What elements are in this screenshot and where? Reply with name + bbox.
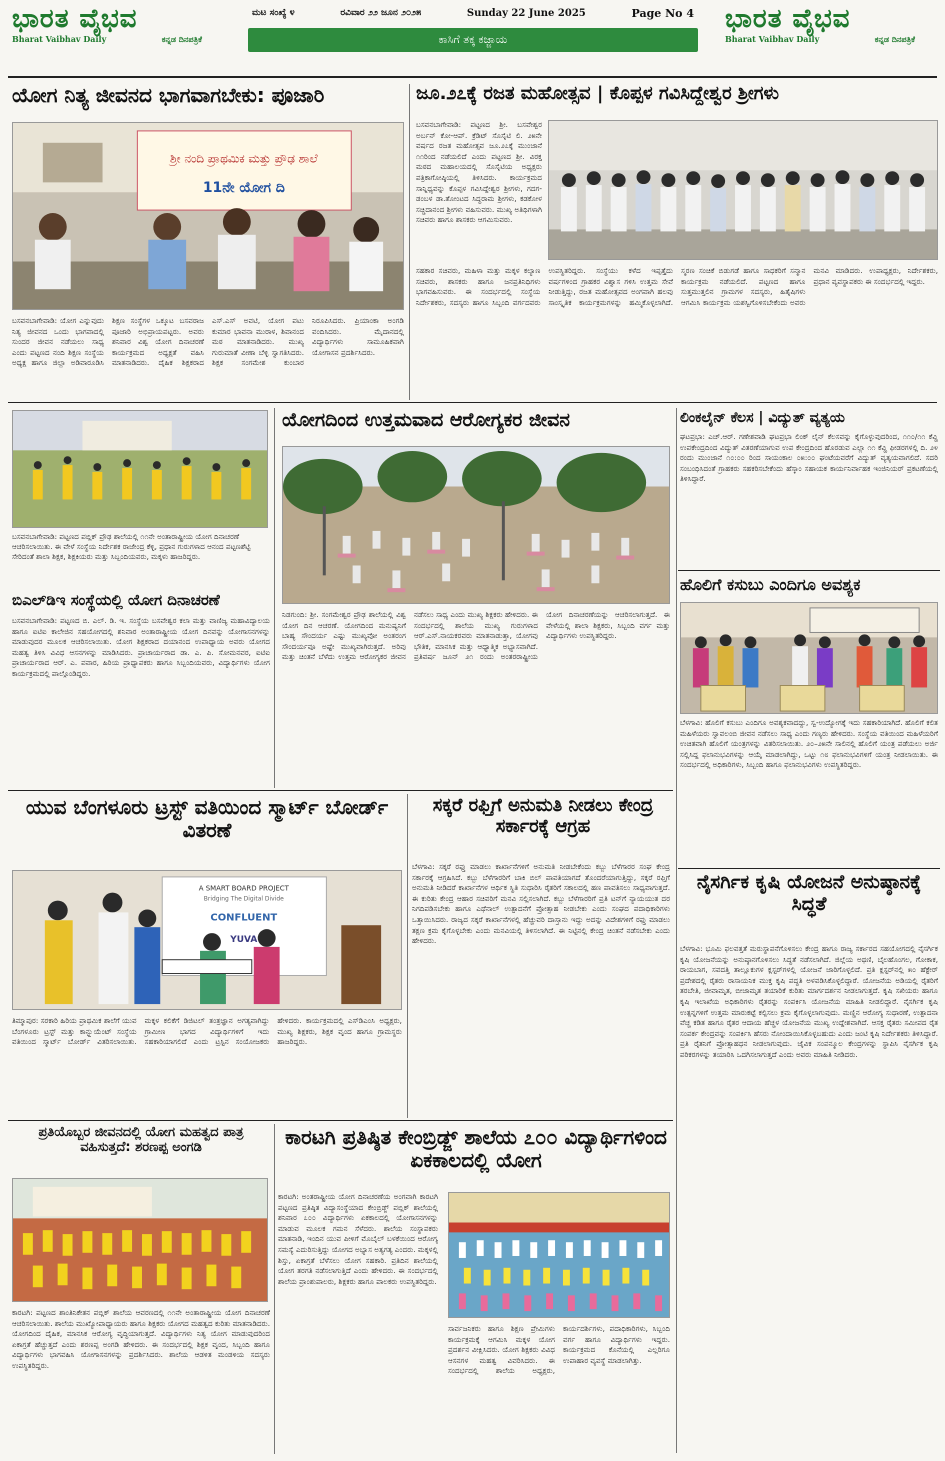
body-krushi: ಬೆಳಗಾವಿ: ಭೂಮಿ ಫಲವತ್ತತೆ ಮರುಸ್ಥಾಪನೆಗೊಳಿಸಲು ಕೇಂದ್ರ ಹಾಗೂ ರಾಜ್ಯ ಸರ್ಕಾರದ ಸಹಯೋಗದಲ್ಲಿ ನೈಸರ್ಗಿಕ ಕೃಷಿ ಯೋಜನೆಯನ್ನು ಅನುಷ್ಠಾನಗೊಳಿಸಲು ಸಿದ್ಧತೆ ನಡೆಸಲಾಗಿದೆ. ಜಿಲ್ಲೆಯ ಅಥಣಿ, ಬೈಲಹೊಂಗಲ, ಗೋಕಾಕ, ರಾಯಬಾಗ, ಸವದತ್ತಿ ತಾಲ್ಲೂಕುಗಳ ಕ್ಲಸ್ಟರ್‌ಗಳಲ್ಲಿ ಯೋಜನೆ ಜಾರಿಗೊಳ್ಳಲಿದೆ. ಪ್ರತಿ ಕ್ಲಸ್ಟರ್‌ನಲ್ಲಿ ೫೦ ಹೆಕ್ಟೇರ್ ಪ್ರದೇಶದಲ್ಲಿ ರೈತರು ರಾಸಾಯನಿಕ ಮುಕ್ತ ಕೃಷಿ ಪದ್ಧತಿ ಅಳವಡಿಸಿಕೊಳ್ಳಲಿದ್ದಾರೆ. ಯೋಜನೆಯ ಅಡಿಯಲ್ಲಿ ರೈತರಿಗೆ ತರಬೇತಿ, ಜೀವಾಮೃತ, ಬೀಜಾಮೃತ ತಯಾರಿಕೆ ಕುರಿತು ಮಾರ್ಗದರ್ಶನ ನೀಡಲಾಗುತ್ತದೆ. ಕೃಷಿ ಸಖಿಯರು ಹಾಗೂ ಕೃಷಿ ಇಲಾಖೆಯ ಅಧಿಕಾರಿಗಳು ರೈತರನ್ನು ಸಂಪರ್ಕಿಸಿ ಯೋಜನೆಯ ಮಾಹಿತಿ ನೀಡಲಿದ್ದಾರೆ. ನೈಸರ್ಗಿಕ ಕೃಷಿ ಉತ್ಪನ್ನಗಳಿಗೆ ಉತ್ತಮ ಮಾರುಕಟ್ಟೆ ಕಲ್ಪಿಸಲು ಕ್ರಮ ಕೈಗೊಳ್ಳಲಾಗುವುದು. ಮಣ್ಣಿನ ಆರೋಗ್ಯ ಸುಧಾರಣೆ, ಉತ್ಪಾದನಾ ವೆಚ್ಚ ಕಡಿತ ಹಾಗೂ ರೈತರ ಆದಾಯ ಹೆಚ್ಚಳ ಯೋಜನೆಯ ಮುಖ್ಯ ಉದ್ದೇಶವಾಗಿದೆ. ಆಸಕ್ತ ರೈತರು ಸಮೀಪದ ರೈತ ಸಂಪರ್ಕ ಕೇಂದ್ರವನ್ನು ಸಂಪರ್ಕಿಸಿ ಹೆಸರು ನೋಂದಾಯಿಸಿಕೊಳ್ಳಬಹುದು ಎಂದು ಜಂಟಿ ಕೃಷಿ ನಿರ್ದೇಶಕರು ತಿಳಿಸಿದ್ದಾರೆ. ಪ್ರತಿ ರೈತನಿಗೆ ಪ್ರೋತ್ಸಾಹಧನ ನೀಡಲಾಗುವುದು. ಜೈವಿಕ ಸಂಪನ್ಮೂಲ ಕೇಂದ್ರಗಳನ್ನು ಸ್ಥಾಪಿಸಿ ನೈಸರ್ಗಿಕ ಕೃಷಿ ಪರಿಕರಗಳನ್ನು ತಯಾರಿಸಿ ಒದಗಿಸಲಾಗುತ್ತದೆ ಎಂದು ಅವರು ಮಾಹಿತಿ ನೀಡಿದರು.	[680, 944, 938, 1059]
issue-info: ಮಟ ಸಂಖ್ಯೆ ೪	[252, 8, 295, 18]
banner-text: ಶ್ರೀ ನಂದಿ ಪ್ರಾಥಮಿಕ ಮತ್ತು ಪ್ರೌಢ ಶಾಲೆ	[170, 151, 318, 166]
board-sub: Bridging The Digital Divide	[203, 895, 284, 903]
page-number: Page No 4	[631, 6, 694, 20]
body-bld: ಬಸವನಬಾಗೇವಾಡಿ: ಪಟ್ಟಣದ ಬಿ. ಎಲ್. ಡಿ. ಇ. ಸಂಸ್ಥೆಯ ಬಸವೇಶ್ವರ ಕಲಾ ಮತ್ತು ವಾಣಿಜ್ಯ ಮಹಾವಿದ್ಯಾಲಯ ಹಾಗೂ ಐಟಿಐ ಕಾಲೇಜಿನ ಸಹಯೋಗದಲ್ಲಿ ಶನಿವಾರ ಅಂತಾರಾಷ್ಟ್ರೀಯ ಯೋಗ ದಿನವನ್ನು ಯೋಗಾಸನಗಳನ್ನು ಮಾಡುವುದರ ಮೂಲಕ ಆಚರಿಸಲಾಯಿತು. ಯೋಗ ಶಿಕ್ಷಕರಾದ ದಯಾನಂದ ಉಪಾಧ್ಯಾಯ ಅವರು ಯೋಗದ ಮಹತ್ವ ತಿಳಿಸಿ ವಿವಿಧ ಆಸನಗಳನ್ನು ಮಾಡಿಸಿದರು. ಪ್ರಾಚಾರ್ಯರಾದ ಡಾ. ಎ. ಪಿ. ಸೋಮನವರ, ಐಟಿಐ ಪ್ರಾಚಾರ್ಯರಾದ ಆರ್. ಎ. ಪವಾರ, ಹಿರಿಯ ಪ್ರಾಧ್ಯಾಪಕರು ಹಾಗೂ ಸಿಬ್ಬಂದಿಯವರು, ವಿದ್ಯಾರ್ಥಿಗಳು ಯೋಗ ಕಾರ್ಯಕ್ರಮದಲ್ಲಿ ಪಾಲ್ಗೊಂಡಿದ್ದರು.	[12, 616, 270, 678]
date-english: Sunday 22 June 2025	[466, 7, 586, 19]
col-sep-2	[676, 408, 677, 1453]
body-cambridge-bottom: ಸಾರ್ವಜನಿಕರು ಹಾಗೂ ಶಿಕ್ಷಣ ಪ್ರೇಮಿಗಳು ಕಾರ್ಯಕ್ರಮಕ್ಕೆ ಆಗಮಿಸಿ ಮಕ್ಕಳ ಯೋಗ ಪ್ರದರ್ಶನ ವೀಕ್ಷಿಸಿದರು. ಯೋಗ ಶಿಕ್ಷಕರು ವಿವಿಧ ಆಸನಗಳ ಮಹತ್ವ ವಿವರಿಸಿದರು. ಈ ಸಂದರ್ಭದಲ್ಲಿ ಶಾಲೆಯ ಅಧ್ಯಕ್ಷರು, ಕಾರ್ಯದರ್ಶಿಗಳು, ಪದಾಧಿಕಾರಿಗಳು, ಸಿಬ್ಬಂದಿ ವರ್ಗ ಹಾಗೂ ವಿದ್ಯಾರ್ಥಿಗಳು ಇದ್ದರು. ಕಾರ್ಯಕ್ರಮದ ಕೊನೆಯಲ್ಲಿ ಎಲ್ಲರಿಗೂ ಉಪಾಹಾರ ವ್ಯವಸ್ಥೆ ಮಾಡಲಾಗಿತ್ತು.	[448, 1324, 670, 1376]
brand-sub: YUVA	[230, 935, 258, 945]
photo-smart-board	[12, 870, 402, 1010]
tagline-bar	[248, 28, 698, 52]
headline-bld: ಬಿಎಲ್‌ಡಿಇ ಸಂಸ್ಥೆಯಲ್ಲಿ ಯೋಗ ದಿನಾಚರಣೆ	[12, 591, 220, 609]
photo-yoga-pujari	[12, 122, 404, 310]
date-kannada: ರವಿವಾರ ೨೨ ಜೂನ ೨೦೨೫	[340, 8, 422, 18]
logo-english-right: Bharat Vaibhav Daily	[725, 34, 820, 44]
logo-tag-right: ಕನ್ನಡ ದಿನಪತ್ರಿಕೆ	[874, 34, 915, 44]
headline-yoga-pujari: ಯೋಗ ನಿತ್ಯ ಜೀವನದ ಭಾಗವಾಗಬೇಕು: ಪೂಜಾರಿ	[12, 83, 325, 107]
logo-english: Bharat Vaibhav Daily	[12, 34, 107, 44]
logo-kannada: ಭಾರತ ವೈಭವ	[12, 4, 138, 34]
photo-rajata	[548, 120, 938, 260]
body-holige: ಬೆಳಗಾವಿ: ಹೊಲಿಗೆ ಕಸುಬು ಎಂದಿಗೂ ಅವಶ್ಯಕವಾದದ್ದು, ಸ್ವ-ಉದ್ಯೋಗಕ್ಕೆ ಇದು ಸಹಕಾರಿಯಾಗಿದೆ. ಹೊಲಿಗೆ ಕಲಿತ ಮಹಿಳೆಯರು ಸ್ವಾವಲಂಬಿ ಜೀವನ ನಡೆಸಲು ಸಾಧ್ಯ ಎಂದು ಗಣ್ಯರು ಹೇಳಿದರು. ಸಂಸ್ಥೆಯ ವತಿಯಿಂದ ಮಹಿಳೆಯರಿಗೆ ಉಚಿತವಾಗಿ ಹೊಲಿಗೆ ಯಂತ್ರಗಳನ್ನು ವಿತರಿಸಲಾಯಿತು. ೨೦–೨೫ನೇ ಸಾಲಿನಲ್ಲಿ ಹೊಲಿಗೆ ಯಂತ್ರ ಪಡೆಯಲು ಅರ್ಜಿ ಸಲ್ಲಿಸಿದ್ದ ಫಲಾನುಭವಿಗಳನ್ನು ಆಯ್ಕೆ ಮಾಡಲಾಗಿದ್ದು, ಒಟ್ಟು ೧೮ ಫಲಾನುಭವಿಗಳಿಗೆ ಯಂತ್ರ ನೀಡಲಾಯಿತು. ಈ ಸಂದರ್ಭದಲ್ಲಿ ಅಧಿಕಾರಿಗಳು, ಸಿಬ್ಬಂದಿ ಹಾಗೂ ಫಲಾನುಭವಿಗಳು ಉಪಸ್ಥಿತರಿದ್ದರು.	[680, 718, 938, 770]
body-arogya: ನಿಡಗುಂದಿ: ಶ್ರೀ. ಸಂಗಮೇಶ್ವರ ಪ್ರೌಢ ಶಾಲೆಯಲ್ಲಿ ವಿಶ್ವ ಯೋಗ ದಿನ ಆಚರಣೆ. ಯೋಗದಿಂದ ಮನುಷ್ಯನಿಗೆ ಬಾಹ್ಯ ಸೌಂದರ್ಯ ಎಷ್ಟು ಮುಖ್ಯವೋ ಅಂತರಂಗ ಸೌಂದರ್ಯವೂ ಅಷ್ಟೇ ಮುಖ್ಯವಾಗಿರುತ್ತದೆ. ಅರಿವು ಮತ್ತು ಚಿಂತನೆ ಬೆಳೆದು ಉತ್ತಮ ಆರೋಗ್ಯಕರ ಜೀವನ ನಡೆಸಲು ಸಾಧ್ಯ ಎಂದು ಮುಖ್ಯ ಶಿಕ್ಷಕರು ಹೇಳಿದರು. ಈ ಸಂದರ್ಭದಲ್ಲಿ ಶಾಲೆಯ ಮುಖ್ಯ ಗುರುಗಳಾದ ಆರ್.ಎಸ್.ನಾಯಕರವರು ಮಾತನಾಡುತ್ತಾ, ಯೋಗವು ಭೌತಿಕ, ಮಾನಸಿಕ ಮತ್ತು ಆಧ್ಯಾತ್ಮಿಕ ಅಭ್ಯಾಸವಾಗಿದೆ. ಪ್ರತಿವರ್ಷ ಜೂನ್ ೨೧ ರಂದು ಅಂತರರಾಷ್ಟ್ರೀಯ ಯೋಗ ದಿನಾಚರಣೆಯನ್ನು ಆಚರಿಸಲಾಗುತ್ತದೆ. ಈ ವೇಳೆಯಲ್ಲಿ ಶಾಲಾ ಶಿಕ್ಷಕರು, ಸಿಬ್ಬಂದಿ ವರ್ಗ ಮತ್ತು ವಿದ್ಯಾರ್ಥಿಗಳು ಉಪಸ್ಥಿತರಿದ್ದರು.	[282, 610, 670, 662]
body-sharanappa: ಕಾರಟಗಿ: ಪಟ್ಟಣದ ಶಾಂತಿನಿಕೇತನ ಪಬ್ಲಿಕ್ ಶಾಲೆಯ ಆವರಣದಲ್ಲಿ ೧೧ನೇ ಅಂತಾರಾಷ್ಟ್ರೀಯ ಯೋಗ ದಿನಾಚರಣೆ ಆಚರಿಸಲಾಯಿತು. ಶಾಲೆಯ ಮುಖ್ಯೋಪಾಧ್ಯಾಯರು ಹಾಗೂ ಶಿಕ್ಷಕರು ಯೋಗದ ಮಹತ್ವದ ಕುರಿತು ಮಾತನಾಡಿದರು. ಯೋಗದಿಂದ ದೈಹಿಕ, ಮಾನಸಿಕ ಆರೋಗ್ಯ ವೃದ್ಧಿಯಾಗುತ್ತದೆ. ವಿದ್ಯಾರ್ಥಿಗಳು ನಿತ್ಯ ಯೋಗ ಮಾಡುವುದರಿಂದ ಏಕಾಗ್ರತೆ ಹೆಚ್ಚುತ್ತದೆ ಎಂದು ಶರಣಪ್ಪ ಅಂಗಡಿ ಹೇಳಿದರು. ಈ ಸಂದರ್ಭದಲ್ಲಿ ಶಿಕ್ಷಕ ವೃಂದ, ಸಿಬ್ಬಂದಿ ಹಾಗೂ ವಿದ್ಯಾರ್ಥಿಗಳು ಭಾಗವಹಿಸಿ ಯೋಗಾಸನಗಳನ್ನು ಪ್ರದರ್ಶಿಸಿದರು. ಶಾಲೆಯ ಆಡಳಿತ ಮಂಡಳಿಯ ಸದಸ್ಯರು ಉಪಸ್ಥಿತರಿದ್ದರು.	[12, 1308, 270, 1370]
body-cambridge-left: ಕಾರಟಗಿ: ಅಂತರಾಷ್ಟ್ರೀಯ ಯೋಗ ದಿನಾಚರಣೆಯ ಅಂಗವಾಗಿ ಕಾರಟಗಿ ಪಟ್ಟಣದ ಪ್ರತಿಷ್ಠಿತ ವಿದ್ಯಾಸಂಸ್ಥೆಯಾದ ಕೇಂಬ್ರಿಡ್ಜ್ ಪಬ್ಲಿಕ್ ಶಾಲೆಯಲ್ಲಿ ಶನಿವಾರ ೭೦೦ ವಿದ್ಯಾರ್ಥಿಗಳು ಏಕಕಾಲದಲ್ಲಿ ಯೋಗಾಸನಗಳನ್ನು ಮಾಡುವ ಮೂಲಕ ಗಮನ ಸೆಳೆದರು. ಶಾಲೆಯ ಸಂಸ್ಥಾಪಕರು ಮಾತನಾಡಿ, ಇಂದಿನ ಯುವ ಪೀಳಿಗೆ ಮೊಬೈಲ್ ಬಳಕೆಯಿಂದ ಆರೋಗ್ಯ ಸಮಸ್ಯೆ ಎದುರಿಸುತ್ತಿದ್ದು ಯೋಗದ ಅಭ್ಯಾಸ ಅತ್ಯಗತ್ಯ ಎಂದರು. ಮಕ್ಕಳಲ್ಲಿ ಶಿಸ್ತು, ಏಕಾಗ್ರತೆ ಬೆಳೆಸಲು ಯೋಗ ಸಹಕಾರಿ. ಪ್ರತಿದಿನ ಶಾಲೆಯಲ್ಲಿ ಯೋಗ ತರಗತಿ ನಡೆಸಲಾಗುತ್ತಿದೆ ಎಂದು ಹೇಳಿದರು. ಈ ಸಂದರ್ಭದಲ್ಲಿ ಶಾಲೆಯ ಪ್ರಾಂಶುಪಾಲರು, ಶಿಕ್ಷಕರು ಹಾಗೂ ಪಾಲಕರು ಉಪಸ್ಥಿತರಿದ್ದರು.	[278, 1192, 438, 1286]
body-sakkare: ಬೆಳಗಾವಿ: ಸಕ್ಕರೆ ರಫ್ತು ಮಾಡಲು ಕಾರ್ಖಾನೆಗಳಿಗೆ ಅನುಮತಿ ನೀಡಬೇಕೆಂದು ಕಬ್ಬು ಬೆಳೆಗಾರರ ಸಂಘ ಕೇಂದ್ರ ಸರ್ಕಾರಕ್ಕೆ ಆಗ್ರಹಿಸಿದೆ. ಕಬ್ಬು ಬೆಳೆಗಾರರಿಗೆ ಬಾಕಿ ಬಿಲ್ ಪಾವತಿಯಾಗದೆ ತೊಂದರೆಯಾಗುತ್ತಿದ್ದು, ಸಕ್ಕರೆ ರಫ್ತಿಗೆ ಅನುಮತಿ ನೀಡಿದರೆ ಕಾರ್ಖಾನೆಗಳ ಆರ್ಥಿಕ ಸ್ಥಿತಿ ಸುಧಾರಿಸಿ ರೈತರಿಗೆ ಸಕಾಲದಲ್ಲಿ ಹಣ ಪಾವತಿಸಲು ಸಾಧ್ಯವಾಗುತ್ತದೆ. ಈ ಕುರಿತು ಕೇಂದ್ರ ಆಹಾರ ಸಚಿವರಿಗೆ ಮನವಿ ಸಲ್ಲಿಸಲಾಗಿದೆ. ಕಬ್ಬು ಬೆಳೆಗಾರರಿಗೆ ಪ್ರತಿ ಟನ್‌ಗೆ ನ್ಯಾಯಯುತ ದರ ನಿಗದಿಪಡಿಸಬೇಕು ಹಾಗೂ ಎಥೆನಾಲ್ ಉತ್ಪಾದನೆಗೆ ಪ್ರೋತ್ಸಾಹ ನೀಡಬೇಕು ಎಂದು ಸಂಘದ ಪದಾಧಿಕಾರಿಗಳು ಒತ್ತಾಯಿಸಿದರು. ರಾಜ್ಯದ ಸಕ್ಕರೆ ಕಾರ್ಖಾನೆಗಳಲ್ಲಿ ಹೆಚ್ಚುವರಿ ದಾಸ್ತಾನು ಇದ್ದು ಅದನ್ನು ವಿದೇಶಗಳಿಗೆ ರಫ್ತು ಮಾಡಲು ತಕ್ಷಣ ಕ್ರಮ ಕೈಗೊಳ್ಳಬೇಕು ಎಂದು ಮನವಿಯಲ್ಲಿ ತಿಳಿಸಲಾಗಿದೆ. ಈ ನಿಟ್ಟಿನಲ್ಲಿ ಕೇಂದ್ರ ಚಿಂತನೆ ನಡೆಸಬೇಕು ಎಂದು ಹೇಳಿದರು.	[412, 862, 670, 946]
body-linkline: ಘಟಪ್ರಭಾ: ಎಚ್.ಆರ್. ಗಣೇಶವಾಡಿ ಘಟಪ್ರಭಾ ಲಿಂಕ್ ಲೈನ್ ಕೆಲಸವನ್ನು ಕೈಗೊಳ್ಳುವುದರಿಂದ, ೧೧೦/೧೧ ಕೆವ್ಹಿ ಉಪಕೇಂದ್ರದಿಂದ ವಿದ್ಯುತ್ ವಿತರಣೆಯಾಗುವ ಉಪ ಕೇಂದ್ರದಿಂದ ಹೊರಡುವ ಎಲ್ಲಾ ೧೧ ಕೆವ್ಹಿ ಫೀಡರಗಳಲ್ಲಿ ದಿ. ೨೪ ರಂದು ಮುಂಜಾನೆ ೧೦:೦೦ ರಿಂದ ಸಾಯಂಕಾಲ ೦೫:೦೦ ಘಂಟೆಯವರೆಗೆ ವಿದ್ಯುತ್ ವ್ಯತ್ಯಯವಾಗಲಿದೆ. ಸದರಿ ಸಂಬಂಧಿಸಿದಂತೆ ಗ್ರಾಹಕರು ಸಹಕರಿಸಬೇಕೆಂದು ಹೆಸ್ಕಾಂ ಸಹಾಯಕ ಕಾರ್ಯನಿರ್ವಾಹಕ ಇಂಜಿನಿಯರ್ ಪ್ರಕಟಣೆಯಲ್ಲಿ ತಿಳಿಸಿದ್ದಾರೆ.	[680, 432, 938, 484]
photo-sharanappa	[12, 1178, 268, 1302]
board-text: A SMART BOARD PROJECT	[198, 884, 289, 893]
headline-cambridge: ಕಾರಟಗಿ ಪ್ರತಿಷ್ಠಿತ ಕೇಂಬ್ರಿಡ್ಜ್ ಶಾಲೆಯ ೭೦೦ ವಿದ್ಯಾರ್ಥಿಗಳಿಂದ ಏಕಕಾಲದಲ್ಲಿ ಯೋಗ	[285, 1125, 667, 1172]
photo-arogya	[282, 446, 670, 604]
brand-text: CONFLUENT	[210, 912, 278, 924]
section-rule-3	[8, 1120, 673, 1121]
headline-krushi: ನೈಸರ್ಗಿಕ ಕೃಷಿ ಯೋಜನೆ ಅನುಷ್ಠಾನಕ್ಕೆ ಸಿದ್ಧತೆ	[696, 871, 922, 915]
headline-sharanappa: ಪ್ರತಿಯೊಬ್ಬರ ಜೀವನದಲ್ಲಿ ಯೋಗ ಮಹತ್ವದ ಪಾತ್ರ ವಹಿಸುತ್ತದೆ: ಶರಣಪ್ಪ ಅಂಗಡಿ	[38, 1125, 244, 1155]
body-rajata-bottom: ಸಹಕಾರ ಸಚಿವರು, ಮಹಿಳಾ ಮತ್ತು ಮಕ್ಕಳ ಕಲ್ಯಾಣ ಸಚಿವರು, ಶಾಸಕರು ಹಾಗೂ ಜನಪ್ರತಿನಿಧಿಗಳು ಭಾಗವಹಿಸುವರು. ಈ ಸಂದರ್ಭದಲ್ಲಿ ಸಂಸ್ಥೆಯ ನಿರ್ದೇಶಕರು, ಸದಸ್ಯರು ಹಾಗೂ ಸಿಬ್ಬಂದಿ ವರ್ಗದವರು ಉಪಸ್ಥಿತರಿದ್ದರು. ಸಂಸ್ಥೆಯು ಕಳೆದ ಇಪ್ಪತ್ತೈದು ವರ್ಷಗಳಿಂದ ಗ್ರಾಹಕರ ವಿಶ್ವಾಸ ಗಳಿಸಿ ಉತ್ತಮ ಸೇವೆ ನೀಡುತ್ತಿದ್ದು, ರಜತ ಮಹೋತ್ಸವದ ಅಂಗವಾಗಿ ಹಲವು ಸಾಂಸ್ಕೃತಿಕ ಕಾರ್ಯಕ್ರಮಗಳನ್ನು ಹಮ್ಮಿಕೊಳ್ಳಲಾಗಿದೆ. ಸ್ಮರಣ ಸಂಚಿಕೆ ಬಿಡುಗಡೆ ಹಾಗೂ ಸಾಧಕರಿಗೆ ಸನ್ಮಾನ ಕಾರ್ಯಕ್ರಮ ನಡೆಯಲಿದೆ. ಪಟ್ಟಣದ ಹಾಗೂ ಸುತ್ತಮುತ್ತಲಿನ ಗ್ರಾಮಗಳ ಸದಸ್ಯರು, ಹಿತೈಷಿಗಳು ಆಗಮಿಸಿ ಕಾರ್ಯಕ್ರಮ ಯಶಸ್ವಿಗೊಳಿಸಬೇಕೆಂದು ಅವರು ಮನವಿ ಮಾಡಿದರು. ಉಪಾಧ್ಯಕ್ಷರು, ನಿರ್ದೇಶಕರು, ಪ್ರಧಾನ ವ್ಯವಸ್ಥಾಪಕರು ಈ ಸಂದರ್ಭದಲ್ಲಿ ಇದ್ದರು.	[416, 266, 938, 307]
col-sep-5	[274, 1124, 275, 1454]
body-rajata-top: ಬಸವನಬಾಗೇವಾಡಿ: ಪಟ್ಟಣದ ಶ್ರೀ. ಬಸವೇಶ್ವರ ಅರ್ಬನ್ ಕೋ-ಆಪ್. ಕ್ರೆಡಿಟ್ ಸೊಸೈಟಿ ಲಿ. ೨೫ನೇ ವರ್ಷದ ರಜತ ಮಹೋತ್ಸವ ಜೂ.೨೭ಕ್ಕೆ ಮುಂಜಾನೆ ೧೧ರಿಂದ ನಡೆಯಲಿದೆ ಎಂದು ಪಟ್ಟಣದ ಶ್ರೀ. ವಿರಕ್ತ ಮಠದ ಮಹಾಲಯದಲ್ಲಿ ಸೊಸೈಟಿಯ ಅಧ್ಯಕ್ಷರು ಪತ್ರಿಕಾಗೋಷ್ಠಿಯಲ್ಲಿ ತಿಳಿಸಿದರು. ಕಾರ್ಯಕ್ರಮದ ಸಾನ್ನಿಧ್ಯವನ್ನು ಕೊಪ್ಪಳ ಗವಿಸಿದ್ದೇಶ್ವರ ಶ್ರೀಗಳು, ಗದಗ-ಡಂಬಳ ಡಾ.ತೋಂಟದ ಸಿದ್ಧರಾಮ ಶ್ರೀಗಳು, ಕಡಕೋಳ ಸಚ್ಚಿದಾನಂದ ಶ್ರೀಗಳು ವಹಿಸುವರು. ಮುಖ್ಯ ಅತಿಥಿಗಳಾಗಿ ಸಚಿವರು ಹಾಗೂ ಶಾಸಕರು ಆಗಮಿಸುವರು.	[416, 120, 542, 225]
masthead-center	[248, 4, 698, 68]
section-rule-2	[8, 790, 673, 791]
masthead-rule	[8, 76, 937, 78]
section-rule-right-1	[678, 570, 940, 571]
headline-bengaluru-trust: ಯುವ ಬೆಂಗಳೂರು ಟ್ರಸ್ಟ್ ವತಿಯಿಂದ ಸ್ಮಾರ್ಟ್ ಬೋರ್ಡ್ ವಿತರಣೆ	[25, 795, 389, 842]
body-yoga-pujari: ಬಸವನಬಾಗೇವಾಡಿ: ಯೋಗ ಎನ್ನುವುದು ನಿತ್ಯ ಜೀವನದ ಒಂದು ಭಾಗವಾದಲ್ಲಿ ಸುಂದರ ಜೀವನ ನಡೆಯಲು ಸಾಧ್ಯ ಎಂದು ಪಟ್ಟಣದ ನಂದಿ ಶಿಕ್ಷಣ ಸಂಸ್ಥೆಯ ಅಧ್ಯಕ್ಷ ಹಾಗೂ ಜಿಲ್ಲಾ ಅಡಿವಾರೂಡಿಸಿ ಶಿಕ್ಷಣ ಸಂಸ್ಥೆಗಳ ಒಕ್ಕೂಟ ಬಸವರಾಜ ಪೂಜಾರಿ ಅಭಿಪ್ರಾಯಪಟ್ಟರು. ಅವರು ಶನಿವಾರ ವಿಶ್ವ ಯೋಗ ದಿನಾಚರಣೆ ಕಾರ್ಯಕ್ರಮದ ಅಧ್ಯಕ್ಷತೆ ವಹಿಸಿ ಮಾತನಾಡಿದರು. ದೈಹಿಕ ಶಿಕ್ಷಕರಾದ ಎಸ್.ಎಸ್ ಅವಟಿ, ಯೋಗ ಪಟು ಕುಮಾರ ಭಾವನಾ ಮುರಾಳ, ಶಿವಾನಂದ ಮಠ ಮಾತನಾಡಿದರು. ಮುಖ್ಯ ಗುರುಮಾತೆ ವೀಣಾ ಬೆಳ್ಳಿ ಸ್ವಾಗತಿಸಿದರು. ಶಿಕ್ಷಕ ಸಂಗಮೇಶ ಕುಂಬಾರ ನಿರೂಪಿಸಿದರು. ಪ್ರಿಯಾಂಕಾ ಅಂಗಡಿ ವಂದಿಸಿದರು. ಮೈದಾನದಲ್ಲಿ ವಿದ್ಯಾರ್ಥಿಗಳು ಸಾಮೂಹಿಕವಾಗಿ ಯೋಗಾಸನ ಪ್ರದರ್ಶಿಸಿದರು.	[12, 316, 404, 368]
logo-tag: ಕನ್ನಡ ದಿನಪತ್ರಿಕೆ	[161, 34, 202, 44]
headline-holige: ಹೊಲಿಗೆ ಕಸುಬು ಎಂದಿಗೂ ಅವಶ್ಯಕ	[680, 575, 861, 594]
masthead-logo-left	[12, 4, 227, 64]
photo-holige	[680, 602, 938, 714]
col-sep-1	[409, 84, 410, 400]
logo-kannada-right: ಭಾರತ ವೈಭವ	[725, 4, 851, 34]
headline-sakkare: ಸಕ್ಕರೆ ರಫ್ತಿಗೆ ಅನುಮತಿ ನೀಡಲು ಕೇಂದ್ರ ಸರ್ಕಾರಕ್ಕೆ ಆಗ್ರಹ	[432, 795, 654, 837]
body-bengaluru-trust: ತಿಮ್ಮಾಪುರ: ಸರಕಾರಿ ಹಿರಿಯ ಪ್ರಾಥಮಿಕ ಶಾಲೆಗೆ ಯುವ ಬೆಂಗಳೂರು ಟ್ರಸ್ಟ್ ಮತ್ತು ಕಾನ್ಫ್ಲುಯೆಂಟ್ ಸಂಸ್ಥೆಯ ವತಿಯಿಂದ ಸ್ಮಾರ್ಟ್ ಬೋರ್ಡ್ ವಿತರಿಸಲಾಯಿತು. ಮಕ್ಕಳ ಕಲಿಕೆಗೆ ಡಿಜಿಟಲ್ ತಂತ್ರಜ್ಞಾನ ಅಗತ್ಯವಾಗಿದ್ದು ಗ್ರಾಮೀಣ ಭಾಗದ ವಿದ್ಯಾರ್ಥಿಗಳಿಗೆ ಇದು ಸಹಕಾರಿಯಾಗಲಿದೆ ಎಂದು ಟ್ರಸ್ಟಿನ ಸಂಯೋಜಕರು ಹೇಳಿದರು. ಕಾರ್ಯಕ್ರಮದಲ್ಲಿ ಎಸ್‌ಡಿಎಂಸಿ ಅಧ್ಯಕ್ಷರು, ಮುಖ್ಯ ಶಿಕ್ಷಕರು, ಶಿಕ್ಷಕ ವೃಂದ ಹಾಗೂ ಗ್ರಾಮಸ್ಥರು ಹಾಜರಿದ್ದರು.	[12, 1016, 402, 1047]
photo-yoga-school	[12, 410, 268, 528]
tagline: ಕಾಸಿಗೆ ತಕ್ಕ ಕಜ್ಜಾಯ	[438, 33, 508, 46]
section-rule-right-2	[678, 868, 940, 869]
col-sep-4	[274, 408, 275, 788]
caption-yoga-school: ಬಸವನಬಾಗೇವಾಡಿ: ಪಟ್ಟಣದ ಪಬ್ಲಿಕ್ ಪ್ರೌಢ ಶಾಲೆಯಲ್ಲಿ ೧೧ನೇ ಅಂತಾರಾಷ್ಟ್ರೀಯ ಯೋಗ ದಿನಾಚರಣೆ ಆಚರಿಸಲಾಯಿತು. ಈ ವೇಳೆ ಸಂಸ್ಥೆಯ ನಿರ್ದೇಶಕ ರಾಜೇಂದ್ರ ಕೆಳ್ಳಿ, ಪ್ರಧಾನ ಗುರುಗಳಾದ ಆನಂದ ಪಟ್ಟಣಶೆಟ್ಟಿ ಸೇರಿದಂತೆ ಶಾಲಾ ಶಿಕ್ಷಕ, ಶಿಕ್ಷಕಿಯರು ಮತ್ತು ಸಿಬ್ಬಂದಿಯವರು, ಮಕ್ಕಳು ಹಾಜರಿದ್ದರು.	[12, 532, 251, 561]
banner-sub: 11ನೇ ಯೋಗ ದಿ	[202, 180, 285, 197]
headline-linkline: ಲಿಂಕಲೈನ್ ಕೆಲಸ | ವಿದ್ಯುತ್ ವ್ಯತ್ಯಯ	[680, 410, 845, 426]
photo-cambridge	[448, 1192, 670, 1318]
section-rule-1	[8, 402, 937, 403]
masthead-logo-right	[725, 4, 940, 64]
headline-arogya: ಯೋಗದಿಂದ ಉತ್ತಮವಾದ ಆರೋಗ್ಯಕರ ಜೀವನ	[282, 409, 570, 431]
headline-rajata: ಜೂ.೨೭ಕ್ಕೆ ರಜತ ಮಹೋತ್ಸವ | ಕೊಪ್ಪಳ ಗವಿಸಿದ್ದೇಶ್ವರ ಶ್ರೀಗಳು	[416, 83, 780, 104]
col-sep-3	[407, 794, 408, 1118]
